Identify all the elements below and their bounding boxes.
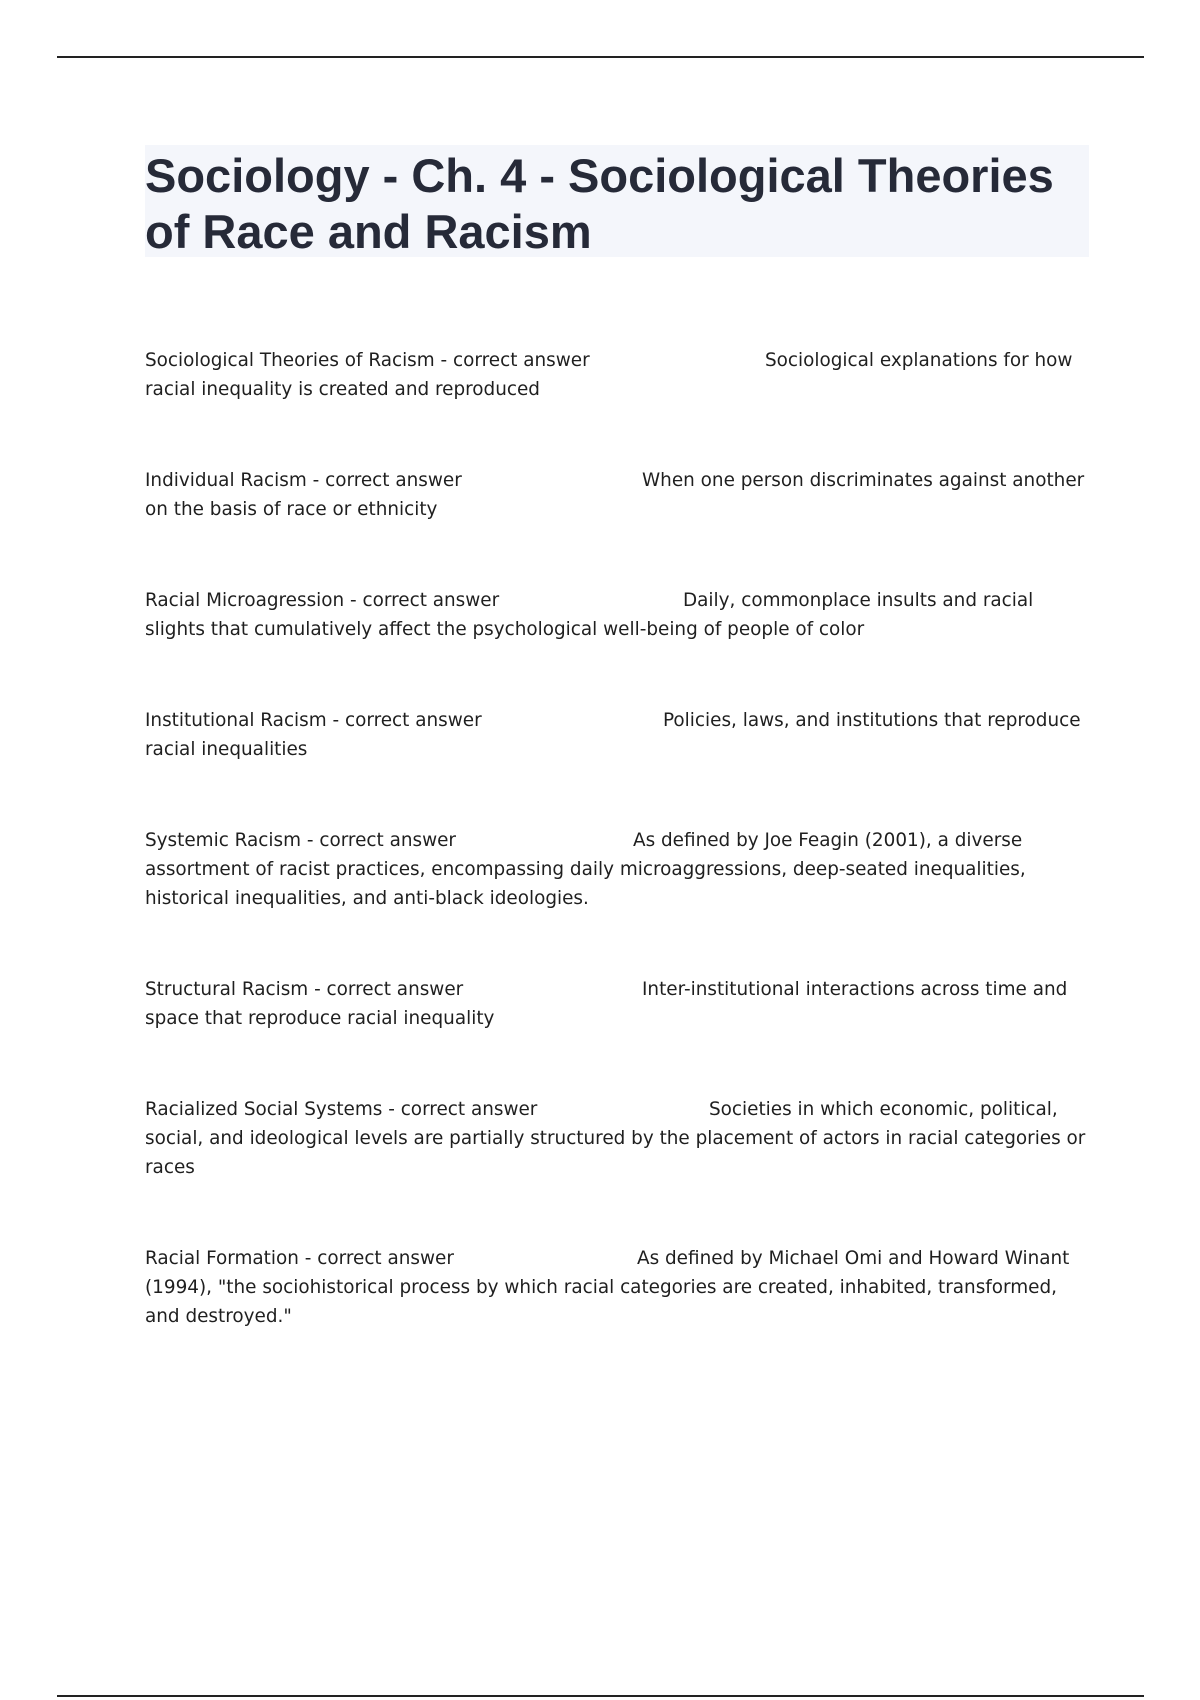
flashcard-entry	[145, 706, 1090, 764]
flashcard-entry	[145, 586, 1090, 644]
entry-term: Sociological Theories of Racism - correct answer	[145, 350, 590, 371]
entry-definition: As defined by Joe Feagin (2001), a diverse assortment of racist practices, encompassing daily microaggressions, deep-seated inequalities, historical inequalities, and anti-black ideologies.	[145, 830, 1026, 909]
entry-term: Racialized Social Systems - correct answer	[145, 1099, 538, 1120]
flashcard-entry	[145, 1244, 1090, 1331]
entry-term: Individual Racism - correct answer	[145, 470, 462, 491]
entry-term: Structural Racism - correct answer	[145, 979, 464, 1000]
flashcard-entry	[145, 346, 1090, 404]
page-title: Sociology - Ch. 4 - Sociological Theories of Race and Racism	[145, 149, 1054, 258]
entry-definition: Societies in which economic, political, social, and ideological levels are partially structured by the placement of actors in racial categories or races	[145, 1099, 1086, 1178]
entry-definition: As defined by Michael Omi and Howard Winant (1994), "the sociohistorical process by which racial categories are created, inhabited, transformed, and destroyed."	[145, 1248, 1070, 1327]
flashcard-entry	[145, 466, 1090, 524]
entry-term: Racial Formation - correct answer	[145, 1248, 454, 1269]
top-divider	[57, 56, 1144, 58]
title-banner	[145, 145, 1089, 257]
flashcard-entry	[145, 826, 1090, 913]
entry-definition: Daily, commonplace insults and racial slights that cumulatively affect the psychological well-being of people of color	[145, 590, 1034, 640]
flashcard-list	[145, 346, 1090, 1331]
flashcard-entry	[145, 975, 1090, 1033]
entry-definition: Sociological explanations for how racial inequality is created and reproduced	[145, 350, 1073, 400]
entry-term: Institutional Racism - correct answer	[145, 710, 482, 731]
entry-definition: Policies, laws, and institutions that reproduce racial inequalities	[145, 710, 1081, 760]
flashcard-entry	[145, 1095, 1090, 1182]
entry-term: Racial Microagression - correct answer	[145, 590, 500, 611]
entry-term: Systemic Racism - correct answer	[145, 830, 456, 851]
entry-definition: Inter-institutional interactions across time and space that reproduce racial inequality	[145, 979, 1068, 1029]
entry-definition: When one person discriminates against another on the basis of race or ethnicity	[145, 470, 1085, 520]
bottom-divider	[57, 1695, 1144, 1697]
